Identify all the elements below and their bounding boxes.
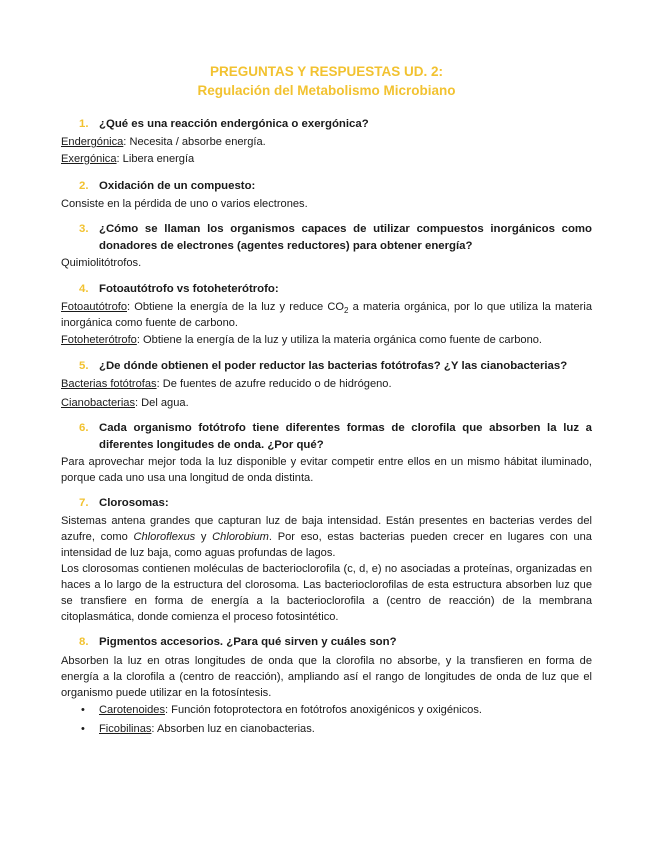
term: Cianobacterias	[61, 397, 135, 409]
definition: : Función fotoprotectora en fotótrofos anoxigénicos y oxigénicos.	[165, 704, 482, 716]
definition: : Absorben luz en cianobacterias.	[151, 723, 315, 735]
definition: : De fuentes de azufre reducido o de hidrógeno.	[156, 378, 392, 390]
species-name: Chlorobium	[212, 531, 269, 543]
answer-3: Quimiolitótrofos.	[61, 257, 142, 269]
question-3	[61, 221, 592, 255]
subscript: 2	[344, 306, 349, 316]
text: . Por eso, estas bacterias pueden crecer en lugares con una intensidad de luz baja, como aguas profundas de lagos.	[61, 531, 592, 559]
question-number: 3.	[79, 223, 89, 235]
question-8	[61, 634, 592, 651]
answer-5-line-2	[61, 395, 592, 411]
definition: : Obtiene la energía de la luz y reduce CO	[127, 301, 345, 313]
answer-7-paragraph-1	[61, 513, 592, 561]
question-text: ¿Qué es una reacción endergónica o exergónica?	[99, 118, 369, 130]
question-5	[61, 358, 592, 375]
definition-cont: a materia orgánica, por lo que utiliza la materia inorgánica como fuente de carbono.	[61, 301, 592, 329]
question-number: 2.	[79, 180, 89, 192]
term: Exergónica	[61, 153, 117, 165]
definition: : Necesita / absorbe energía.	[123, 136, 266, 148]
answer-4-line-2	[61, 332, 592, 348]
question-text: Clorosomas:	[99, 497, 169, 509]
definition: : Obtiene la energía de la luz y utiliza la materia orgánica como fuente de carbono.	[136, 334, 543, 346]
question-number: 5.	[79, 360, 89, 372]
question-number: 1.	[79, 118, 89, 130]
bullet-icon: •	[81, 723, 85, 735]
question-number: 4.	[79, 283, 89, 295]
question-1	[61, 116, 592, 133]
answer-1-line-1	[61, 134, 592, 150]
question-text: Fotoautótrofo vs fotoheterótrofo:	[99, 283, 279, 295]
text: Sistemas antena grandes que capturan luz de baja intensidad. Están presentes en bacterias verdes del azufre, como	[61, 515, 592, 543]
definition: : Libera energía	[116, 153, 195, 165]
question-4	[61, 281, 592, 298]
question-6	[61, 420, 592, 454]
bullet-item	[61, 721, 592, 737]
species-name: Chloroflexus	[133, 531, 196, 543]
question-text: Pigmentos accesorios. ¿Para qué sirven y cuáles son?	[99, 636, 397, 648]
question-number: 8.	[79, 636, 89, 648]
bullet-icon: •	[81, 704, 85, 716]
page-subtitle: Regulación del Metabolismo Microbiano	[197, 83, 456, 98]
question-text: ¿Cómo se llaman los organismos capaces de utilizar compuestos inorgánicos como donadores de electrones (agentes reductores) para obtener energía?	[99, 223, 592, 252]
question-2	[61, 178, 592, 195]
definition: : Del agua.	[135, 397, 189, 409]
term: Endergónica	[61, 136, 124, 148]
page-title: PREGUNTAS Y RESPUESTAS UD. 2:	[209, 64, 444, 79]
answer-6: Para aprovechar mejor toda la luz disponible y evitar competir entre ellos en un mismo hábitat iluminado, porque cada uno usa una longitud de onda distinta.	[61, 456, 592, 484]
answer-8: Absorben la luz en otras longitudes de onda que la clorofila no absorbe, y la transfieren en forma de energía a la clorofila a (centro de reacción), ampliando así el rango de longitudes de onda de luz que el organismo puede utilizar en la fotosíntesis.	[61, 655, 592, 699]
term: Fotoautótrofo	[61, 301, 127, 313]
term: Ficobilinas	[99, 723, 152, 735]
question-number: 7.	[79, 497, 89, 509]
answer-4-line-1	[61, 299, 592, 331]
term: Carotenoides	[99, 704, 165, 716]
question-7	[61, 495, 592, 512]
term: Bacterias fotótrofas	[61, 378, 157, 390]
answer-7-paragraph-2: Los clorosomas contienen moléculas de bacterioclorofila (c, d, e) no asociadas a proteínas, organizadas en haces a lo largo de la estructura del clorosoma. Las bacterioclorofilas de esta estructura absorben luz que se transfiere en forma de energía a la bacterioclorofila a (centro de reacción) de la membrana citoplasmática, donde comienza el proceso fotosintético.	[61, 563, 592, 623]
answer-5-line-1	[61, 376, 592, 392]
answer-2: Consiste en la pérdida de uno o varios electrones.	[61, 198, 308, 210]
question-text: Cada organismo fotótrofo tiene diferentes formas de clorofila que absorben la luz a diferentes longitudes de onda. ¿Por qué?	[99, 422, 592, 451]
question-text: Oxidación de un compuesto:	[99, 180, 256, 192]
bullet-item	[61, 702, 592, 718]
text: y	[195, 531, 213, 543]
term: Fotoheterótrofo	[61, 334, 137, 346]
question-text: ¿De dónde obtienen el poder reductor las bacterias fotótrofas? ¿Y las cianobacterias?	[99, 360, 568, 372]
question-number: 6.	[79, 422, 89, 434]
answer-1-line-2	[61, 151, 592, 167]
